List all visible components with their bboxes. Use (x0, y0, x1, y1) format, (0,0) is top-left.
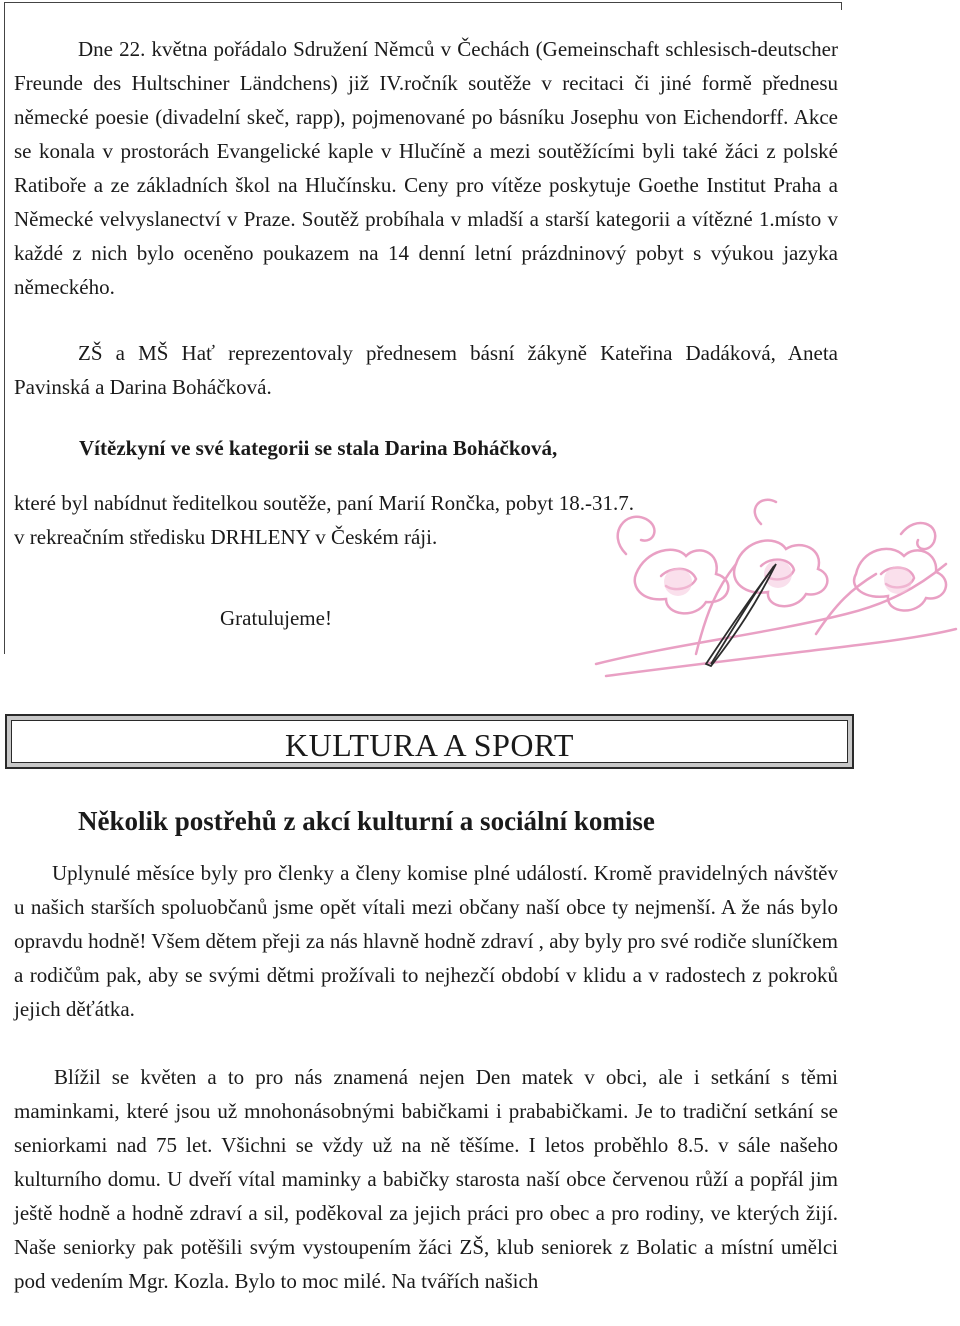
section-title: KULTURA A SPORT (285, 727, 574, 763)
commission-paragraph-1: Uplynulé měsíce byly pro členky a členy komise plné událostí. Kromě pravidelných návštěv u našich starších spoluobčanů jsme opět vítali mezi občany naší obce ty nejmenší. A že nás bylo opravdu hodně! Všem dětem přeji za nás hlavně hodně zdraví , aby byly pro své rodiče sluníčkem a rodičům pak, aby se svými dětmi prožívali to nejhezčí období v klidu a v radostech z pokroků jejich děťátka. (14, 861, 838, 1021)
article-frame-right (841, 2, 842, 10)
winner-announcement: Vítězkyní ve své kategorii se stala Darina Boháčková, (79, 436, 558, 460)
commission-paragraph-2: Blížil se květen a to pro nás znamená nejen Den matek v obci, ale i setkání s těmi maminkami, které jsou už mnohonásobnými babičkami i prababičkami. Je to tradiční setkání se seniorkami nad 75 let. Všichni se vždy už na ně těšíme. I letos proběhlo 8.5. v sále našeho kulturního domu. U dveří vítal maminky a babičky starosta naší obce červenou růží a popřál jim ještě hodně a hodně zdraví a sil, poděkoval za jejich práci pro obec a pro rodiny, ve kterých žijí. Naše seniorky pak potěšili svým vystoupením žáci ZŠ, klub seniorek z Bolatic a místní umělci pod vedením Mgr. Kozla. Bylo to moc milé. Na tvářích našich (14, 1065, 838, 1293)
congratulations-text: Gratulujeme! (220, 606, 332, 630)
article-frame-left (4, 2, 5, 654)
school-representatives-paragraph: ZŠ a MŠ Hať reprezentovaly přednesem básní žákyně Kateřina Dadáková, Aneta Pavinská a Darina Boháčková. (14, 341, 838, 399)
section-banner (5, 714, 854, 769)
section-banner-inner (11, 720, 848, 763)
competition-paragraph: Dne 22. května pořádalo Sdružení Němců v Čechách (Gemeinschaft schlesisch-deutscher Freunde des Hultschiner Ländchens) již IV.ročník soutěže v recitaci či jiné formě přednesu německé poesie (divadelní skeč, rapp), pojmenované po básníku Josephu von Eichendorff. Akce se konala v prostorách Evangelické kaple v Hlučíně a mezi soutěžícími byli také žáci z polské Ratiboře a ze základních škol na Hlučínsku. Ceny pro vítěze poskytuje Goethe Institut Praha a Německé velvyslanectví v Praze. Soutěž probíhala v mladší a starší kategorii a vítězné 1.místo v každé z nich bylo oceněno poukazem na 14 denní letní prázdninový pobyt s výukou jazyka německého. (14, 37, 838, 299)
article-frame-top (4, 2, 841, 3)
prize-paragraph: které byl nabídnut ředitelkou soutěže, paní Marií Rončka, pobyt 18.-31.7. v rekreačním středisku DRHLENY v Českém ráji. (14, 491, 634, 549)
pink-flowers-icon (586, 494, 960, 690)
article-heading: Několik postřehů z akcí kulturní a sociální komise (78, 806, 655, 836)
